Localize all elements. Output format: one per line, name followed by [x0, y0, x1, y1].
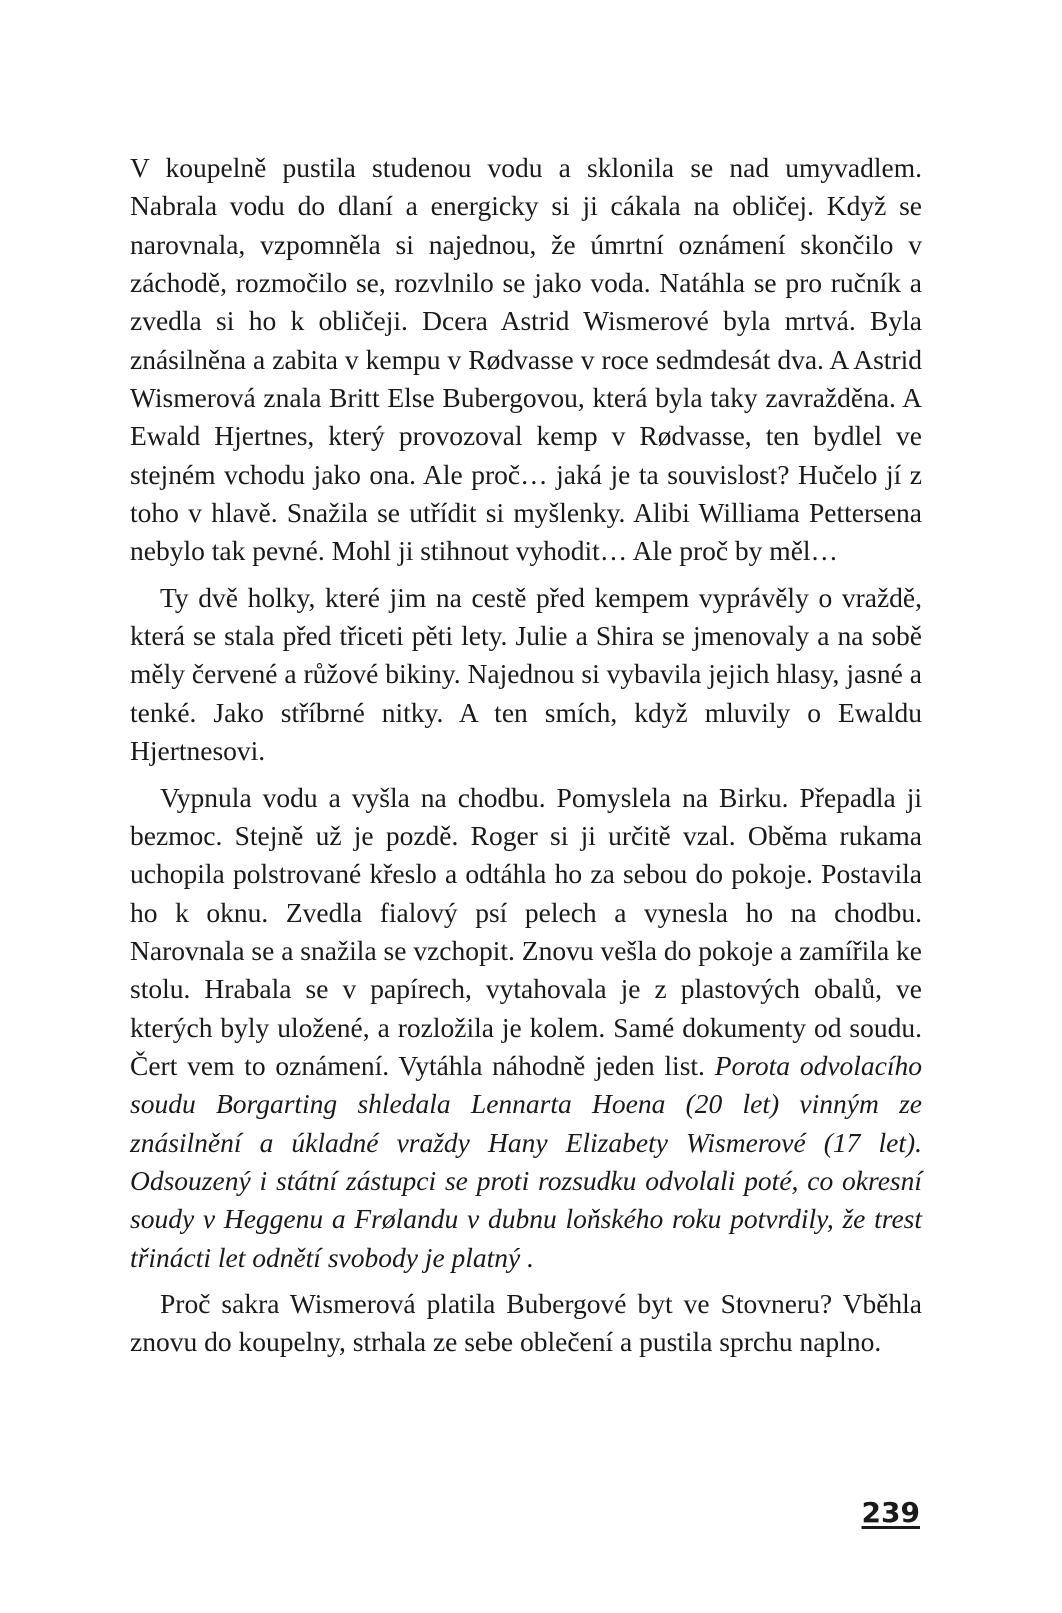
paragraph-1: V koupelně pustila studenou vodu a sklonila se nad umyvadlem. Nabrala vodu do dlaní a energicky si ji cákala na obličej. Když se narovnala, vzpomněla si najednou, že úmrtní oznámení skončilo v záchodě, rozmočilo se, rozvlnilo se jako voda. Natáhla se pro ručník a zvedla si ho k obličeji. Dcera Astrid Wismerové byla mrtvá. Byla znásilněna a zabita v kempu v Rødvasse v roce sedmdesát dva. A Astrid Wismerová znala Britt Else Bubergovou, která byla taky zavražděna. A Ewald Hjertnes, který provozoval kemp v Rødvasse, ten bydlel ve stejném vchodu jako ona. Ale proč… jaká je ta souvislost? Hučelo jí z toho v hlavě. Snažila se utřídit si myšlenky. Alibi Williama Pettersena nebylo tak pevné. Mohl ji stihnout vyhodit… Ale proč by měl… — [130, 152, 922, 567]
paragraph-3-text: Vypnula vodu a vyšla na chodbu. Pomyslela na Birku. Přepadla ji bezmoc. Stejně už je pozdě. Roger si ji určitě vzal. Oběma rukama uchopila polstrované křeslo a odtáhla ho za sebou do pokoje. Postavila ho k oknu. Zvedla fialový psí pelech a vynesla ho na chodbu. Narovnala se a snažila se vzchopit. Znovu vešla do pokoje a zamířila ke stolu. Hrabala se v papírech, vytahovala je z plastových obalů, ve kterých byly uložené, a rozložila je kolem. Samé dokumenty od soudu. Čert vem to oznámení. Vytáhla náhodně jeden list. — [130, 781, 922, 1081]
page-number: 239 — [861, 1496, 920, 1529]
paragraph-4: Proč sakra Wismerová platila Bubergové byt ve Stovneru? Vběhla znovu do koupelny, strhala ze sebe oblečení a pustila sprchu naplno. — [130, 1287, 922, 1358]
paragraph-2: Ty dvě holky, které jim na cestě před kempem vyprávěly o vraždě, která se stala před třiceti pěti lety. Julie a Shira se jmenovaly a na sobě měly červené a růžové bikiny. Najednou si vybavila jejich hlasy, jasné a tenké. Jako stříbrné nitky. A ten smích, když mluvily o Ewaldu Hjertnesovi. — [130, 581, 922, 767]
paragraph-3 — [130, 779, 922, 1277]
body-text — [130, 149, 922, 1362]
court-verdict-quote: Porota odvolacího soudu Borgarting shledala Lennarta Hoena (20 let) vinným ze znásilnění a úkladné vraždy Hany Elizabety Wismerové (17 let). Odsouzený i státní zástupci se proti rozsudku odvolali poté, co okresní soudy v Heggenu a Frølandu v dubnu loňského roku potvrdily, že trest třinácti let odnětí svobody je platný . — [130, 1049, 923, 1273]
